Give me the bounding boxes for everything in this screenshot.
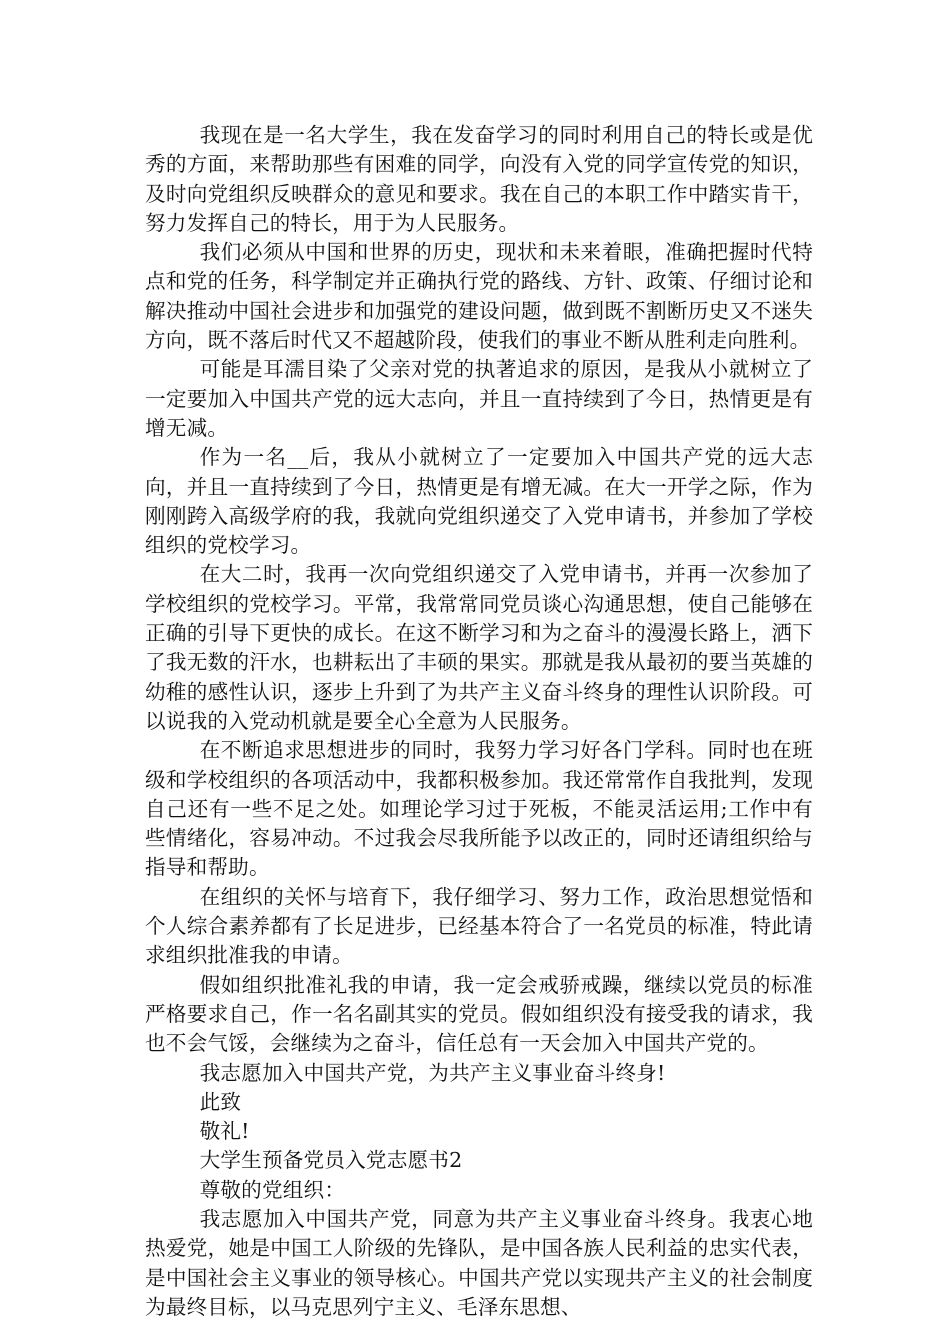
pledge-line: 我志愿加入中国共产党，为共产主义事业奋斗终身!: [199, 1060, 666, 1085]
salutation-line: 此致: [199, 1089, 242, 1114]
paragraph-1: 我现在是一名大学生，我在发奋学习的同时利用自己的特长或是优秀的方面，来帮助那些有困难的同学，向没有入党的同学宣传党的知识，及时向党组织反映群众的意见和要求。我在自己的本职工作中踏实肯干，努力发挥自己的特长，用于为人民服务。: [145, 123, 813, 235]
paragraph-8: 假如组织批准礼我的申请，我一定会戒骄戒躁，继续以党员的标准严格要求自己，作一名名副其实的党员。假如组织没有接受我的请求，我也不会气馁，会继续为之奋斗，信任总有一天会加入中国共产党的。: [145, 972, 813, 1056]
document-page: [145, 121, 813, 1322]
paragraph-2: 我们必须从中国和世界的历史，现状和未来着眼，准确把握时代特点和党的任务，科学制定并正确执行党的路线、方针、政策、仔细讨论和解决推动中国社会进步和加强党的建设问题，做到既不割断历史又不迷失方向，既不落后时代又不超越阶段，使我们的事业不断从胜利走向胜利。: [145, 240, 813, 353]
paragraph-3: 可能是耳濡目染了父亲对党的执著追求的原因，是我从小就树立了一定要加入中国共产党的远大志向，并且一直持续到了今日，热情更是有增无减。: [145, 357, 813, 440]
paragraph-7: 在组织的关怀与培育下，我仔细学习、努力工作，政治思想觉悟和个人综合素养都有了长足进步，已经基本符合了一名党员的标准，特此请求组织批准我的申请。: [145, 884, 813, 968]
final-paragraph: 我志愿加入中国共产党，同意为共产主义事业奋斗终身。我衷心地热爱党，她是中国工人阶级的先锋队，是中国各族人民利益的忠实代表，是中国社会主义事业的领导核心。中国共产党以实现共产主义的社会制度为最终目标，以马克思列宁主义、毛泽东思想、: [145, 1206, 813, 1319]
paragraph-6: 在不断追求思想进步的同时，我努力学习好各门学科。同时也在班级和学校组织的各项活动中，我都积极参加。我还常常作自我批判，发现自己还有一些不足之处。如理论学习过于死板，不能灵活运用;工作中有些情绪化，容易冲动。不过我会尽我所能予以改正的，同时还请组织给与指导和帮助。: [145, 738, 813, 880]
regards-line: 敬礼!: [199, 1119, 250, 1144]
section-title: 大学生预备党员入党志愿书2: [199, 1148, 463, 1173]
greeting-line: 尊敬的党组织：: [199, 1177, 346, 1202]
paragraph-5: 在大二时，我再一次向党组织递交了入党申请书，并再一次参加了学校组织的党校学习。平常，我常常同党员谈心沟通思想，使自己能够在正确的引导下更快的成长。在这不断学习和为之奋斗的漫漫长路上，洒下了我无数的汗水，也耕耘出了丰硕的果实。那就是我从最初的要当英雄的幼稚的感性认识，逐步上升到了为共产主义奋斗终身的理性认识阶段。可以说我的入党动机就是要全心全意为人民服务。: [145, 562, 813, 733]
paragraph-4: 作为一名__后，我从小就树立了一定要加入中国共产党的远大志向，并且一直持续到了今日，热情更是有增无减。在大一开学之际，作为刚刚跨入高级学府的我，我就向党组织递交了入党申请书，并参加了学校组织的党校学习。: [145, 445, 813, 558]
